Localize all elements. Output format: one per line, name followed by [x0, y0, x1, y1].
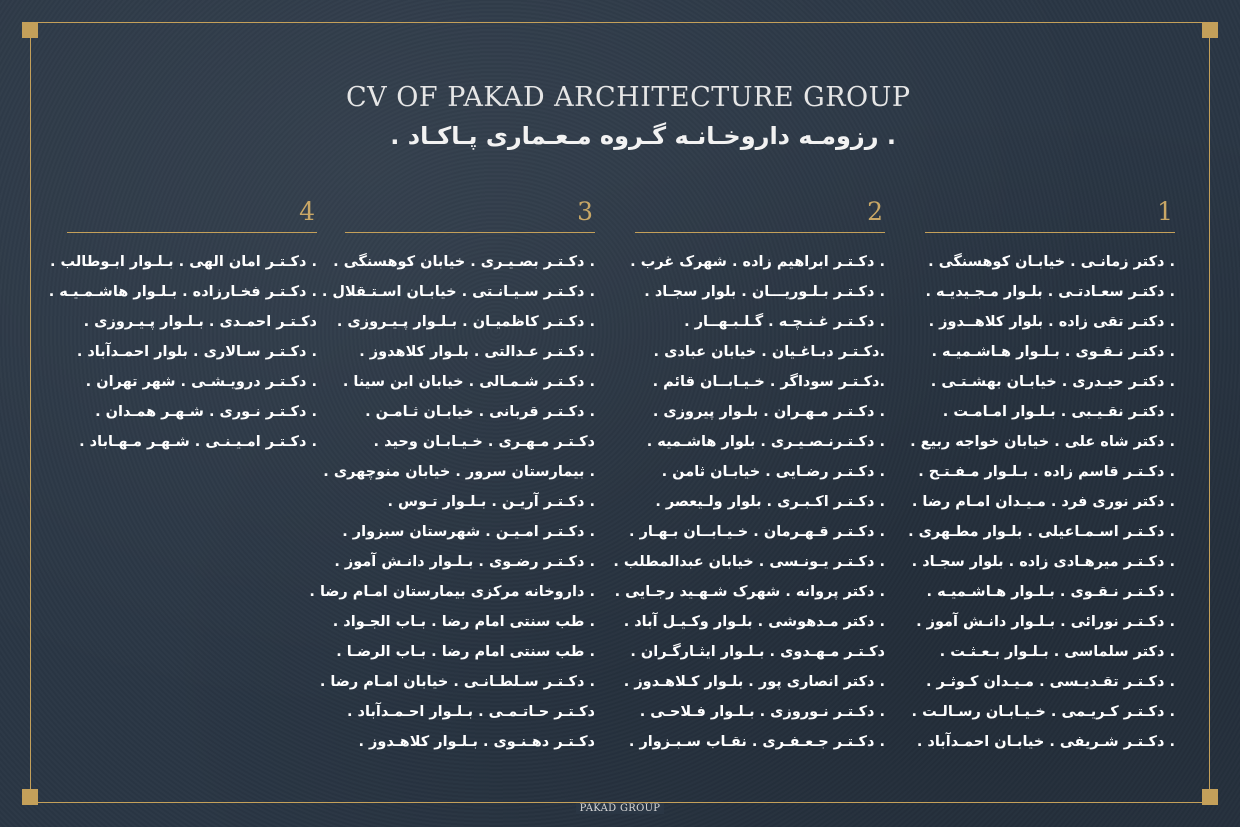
list-item: . دکـتـر امان الهی . بـلـوار ابـوطالب . — [49, 254, 317, 270]
column-2 — [613, 196, 885, 757]
list-item: . دکـتـر نورائی . بـلـوار دانـش آموز . — [916, 614, 1175, 630]
list-item: . دکتر انصاری پور . بلـوار کـلاهـدوز . — [623, 674, 885, 690]
column-number: 2 — [867, 197, 883, 226]
list-item: . دکـتـر تقـدیـسی . مـیـدان کـوثـر . — [925, 674, 1175, 690]
list-item: . دکتـر نـقـوی . بـلـوار هـاشـمیـه . — [931, 344, 1175, 360]
column-divider — [635, 232, 885, 233]
list-item: . دکـتـر کـریـمی . خـیـابـان رسـالـت . — [911, 704, 1175, 720]
corner-ornament-top-right — [1202, 22, 1218, 38]
footer-label: PAKAD GROUP — [576, 803, 665, 814]
column-3 — [309, 196, 595, 757]
column-number: 4 — [299, 197, 315, 226]
list-item: . دکتر سلماسی . بـلـوار بـعـثـت . — [939, 644, 1175, 660]
list-item: . طب سنتی امام رضا . بـاب الجـواد . — [332, 614, 595, 630]
list-item: . داروخانه مرکزی بیمارستان امـام رضا . — [309, 584, 595, 600]
list-item: . طب سنتی امام رضا . بـاب الرضـا . — [336, 644, 595, 660]
list-item: . دکتر پروانه . شهرک شـهـید رجـایی . — [614, 584, 885, 600]
list-item: . دکـتـر میرهـادی زاده . بلوار سجـاد . — [911, 554, 1175, 570]
list-item: . دکتـر سعـادتـی . بلـوار مـجـیدیـه . — [925, 284, 1175, 300]
column-divider — [925, 232, 1175, 233]
list-item: دکـتـر دهـنـوی . بـلـوار کلاهـدوز . — [358, 734, 595, 750]
list-item: . دکـتـر بـلـوریـــان . بلوار سجـاد . — [644, 284, 885, 300]
list-item: دکـتـر مـهـدوی . بـلـوار ایثـارگـران . — [630, 644, 885, 660]
title-english: CV OF PAKAD ARCHITECTURE GROUP — [346, 82, 911, 113]
list-item: . دکـتـر شـمـالی . خیابان ابن سینا . — [342, 374, 595, 390]
list-item: . دکتر مـدهوشی . بلـوار وکـیـل آباد . — [623, 614, 885, 630]
list-item: . دکـتـر قربانی . خیابـان ثـامـن . — [365, 404, 595, 420]
list-item: . دکـتـر اسـمـاعیلی . بلـوار مطـهری . — [908, 524, 1175, 540]
list-item: . دکـتـر رضـوی . بـلـوار دانـش آموز . — [334, 554, 595, 570]
list-item: .دکـتـر دبـاغـیان . خیابان عبادی . — [653, 344, 885, 360]
list-item: . دکـتـر ابراهیم زاده . شهرک غرب . — [630, 254, 885, 270]
list-item: . دکـتـر غـنـچـه . گـلـبـهــار . — [684, 314, 885, 330]
list-item: . دکـتـر کاظمیـان . بـلـوار پـیـروزی . — [336, 314, 595, 330]
list-item: . دکـتـر نـوروزی . بـلـوار فـلاحـی . — [639, 704, 885, 720]
column-divider — [67, 232, 317, 233]
column-1 — [908, 196, 1175, 757]
column-divider — [345, 232, 595, 233]
list-item: . دکـتـر قاسم زاده . بـلـوار مـفـتـح . — [918, 464, 1175, 480]
list-item: . دکـتـر رضـایی . خیابـان ثامن . — [661, 464, 885, 480]
list-item: . دکـتـر سـلطـانـی . خیابان امـام رضا . — [319, 674, 595, 690]
list-item: . دکـتـر مـهـران . بلـوار پیروزی . — [652, 404, 885, 420]
list-item: . دکـتـر درویـشـی . شهر تهران . — [85, 374, 317, 390]
title-persian: . رزومـه داروخـانـه گـروه مـعـماری پـاکـاد . — [390, 122, 896, 150]
list-item: . دکـتـر فخـارزاده . بـلـوار هاشـمـیـه . — [48, 284, 317, 300]
list-item: . دکـتـر سـیـانـتی . خیابـان اسـتـقلال . — [321, 284, 595, 300]
list-item: . دکـتـر قـهـرمان . خـیـابــان بـهـار . — [629, 524, 885, 540]
list-item: . دکتـر تقی زاده . بلوار کلاهــدوز . — [928, 314, 1175, 330]
list-item: . دکتر شاه علی . خیابان خواجه ربیع . — [910, 434, 1175, 450]
list-item: . دکـتـر نـقـوی . بـلـوار هـاشـمیـه . — [926, 584, 1175, 600]
list-item: . دکـتـر عـدالتی . بلـوار کلاهدوز . — [359, 344, 595, 360]
list-item: دکـتـر احمـدی . بـلـوار پـیـروزی . — [83, 314, 317, 330]
list-item: . دکـتـرنـصـیـری . بلوار هاشـمیه . — [646, 434, 885, 450]
list-item: . دکـتـر بصـیـری . خیابان کوهسنگی . — [333, 254, 595, 270]
list-item: . دکـتـر جـعـفـری . نقـاب سـبـزوار . — [628, 734, 885, 750]
list-item: . دکتر زمانـی . خیابـان کوهسنگی . — [928, 254, 1175, 270]
list-item: .دکـتـر سوداگر . خـیـابــان قائم . — [652, 374, 885, 390]
column-number: 1 — [1157, 197, 1173, 226]
list-item: . دکتـر حیـدری . خیابـان بهشـتـی . — [930, 374, 1175, 390]
list-item: دکـتـر حـاتـمـی . بـلـوار احـمـدآباد . — [347, 704, 595, 720]
list-item: . دکـتـر یـونـسی . خیابان عبدالمطلب . — [613, 554, 885, 570]
list-item: . دکـتـر آریـن . بـلـوار تـوس . — [387, 494, 595, 510]
column-4 — [48, 196, 317, 457]
list-item: دکـتـر مـهـری . خـیـابـان وحید . — [373, 434, 595, 450]
list-item: . دکـتـر سـالاری . بلوار احمـدآباد . — [76, 344, 317, 360]
list-item: . دکـتـر امـیـنـی . شـهـر مـهـاباد . — [79, 434, 317, 450]
list-item: . دکتر نوری فرد . مـیـدان امـام رضا . — [911, 494, 1175, 510]
list-item: . دکـتـر نـوری . شـهـر همـدان . — [95, 404, 317, 420]
list-item: . دکـتـر اکـبـری . بلوار ولـیعصر . — [655, 494, 885, 510]
column-number: 3 — [577, 197, 593, 226]
footer — [0, 796, 1240, 815]
corner-ornament-top-left — [22, 22, 38, 38]
list-item: . بیمارستان سرور . خیابان منوچهری . — [323, 464, 595, 480]
list-item: . دکـتـر شـریفی . خیابـان احمـدآباد . — [916, 734, 1175, 750]
list-item: . دکتـر نقـیـبی . بـلـوار امـامـت . — [942, 404, 1175, 420]
list-item: . دکـتـر امـیـن . شهرستان سبزوار . — [342, 524, 595, 540]
